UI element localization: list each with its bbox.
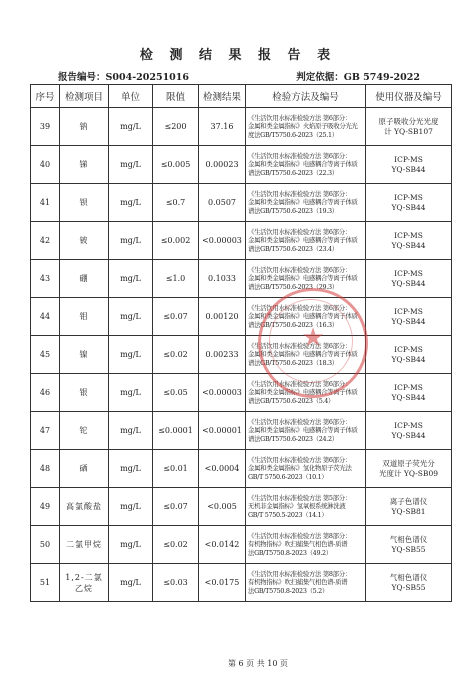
instrument-line: YQ-SB44 bbox=[391, 240, 426, 250]
method-line: 谱法GB/T5750.6-2023（29.3） bbox=[248, 282, 338, 291]
row-number-cell: 45 bbox=[31, 336, 60, 374]
row-number-cell: 50 bbox=[31, 526, 60, 564]
instrument-line: ICP-MS bbox=[394, 420, 423, 430]
instrument-cell bbox=[366, 146, 452, 184]
result-cell: 37.16 bbox=[199, 108, 246, 146]
result-cell: 0.1033 bbox=[199, 260, 246, 298]
method-cell bbox=[246, 488, 366, 526]
row-number-cell: 43 bbox=[31, 260, 60, 298]
instrument-line: YQ-SB44 bbox=[391, 392, 426, 402]
item-cell: 银 bbox=[60, 374, 109, 412]
row-number-cell: 51 bbox=[31, 564, 60, 602]
method-line: 谱法GB/T5750.6-2023（24.2） bbox=[248, 434, 338, 443]
method-cell bbox=[246, 222, 366, 260]
row-number-cell: 46 bbox=[31, 374, 60, 412]
table-row bbox=[31, 488, 452, 526]
unit-cell: mg/L bbox=[109, 260, 153, 298]
method-line: 金属和类金属指标》电感耦合等离子体质 bbox=[248, 350, 358, 359]
limit-cell: ≤0.002 bbox=[153, 222, 199, 260]
method-line: GB/T 5750.6-2023（10.1） bbox=[248, 472, 328, 481]
header-cell: 限值 bbox=[153, 85, 199, 108]
method-cell bbox=[246, 184, 366, 222]
result-cell: 0.00023 bbox=[199, 146, 246, 184]
header-cell: 使用仪器及编号 bbox=[366, 85, 452, 108]
table-row bbox=[31, 450, 452, 488]
table-row bbox=[31, 298, 452, 336]
item-cell: 钡 bbox=[60, 184, 109, 222]
instrument-line: ICP-MS bbox=[394, 230, 423, 240]
result-cell: <0.00003 bbox=[199, 374, 246, 412]
table-row bbox=[31, 564, 452, 602]
instrument-line: YQ-SB81 bbox=[391, 506, 426, 516]
method-line: 度法GB/T5750.6-2023（25.1） bbox=[248, 130, 338, 139]
instrument-cell bbox=[366, 564, 452, 602]
unit-cell: mg/L bbox=[109, 298, 153, 336]
method-cell bbox=[246, 564, 366, 602]
unit-cell: mg/L bbox=[109, 374, 153, 412]
table-row bbox=[31, 336, 452, 374]
method-line: 谱法GB/T5750.6-2023（5.4） bbox=[248, 396, 335, 405]
method-line: 《生活饮用水标准检验方法 第8部分： bbox=[248, 531, 351, 540]
method-line: 《生活饮用水标准检验方法 第6部分： bbox=[248, 227, 351, 236]
method-line: 《生活饮用水标准检验方法 第6部分： bbox=[248, 341, 351, 350]
unit-cell: mg/L bbox=[109, 108, 153, 146]
instrument-line: YQ-SB55 bbox=[391, 582, 426, 592]
item-cell: 硒 bbox=[60, 450, 109, 488]
result-cell: <0.0175 bbox=[199, 564, 246, 602]
method-cell bbox=[246, 336, 366, 374]
row-number-cell: 49 bbox=[31, 488, 60, 526]
method-line: 谱法GB/T5750.6-2023（16.3） bbox=[248, 320, 338, 329]
header-cell: 检测结果 bbox=[199, 85, 246, 108]
method-line: 《生活饮用水标准检验方法 第6部分： bbox=[248, 455, 351, 464]
method-line: GB/T 5750.5-2023（14.1） bbox=[248, 510, 328, 519]
method-cell bbox=[246, 108, 366, 146]
method-line: 《生活饮用水标准检验方法 第6部分： bbox=[248, 265, 351, 274]
unit-cell: mg/L bbox=[109, 526, 153, 564]
method-line: 金属和类金属指标》电感耦合等离子体质 bbox=[248, 160, 358, 169]
method-line: 有机物指标》吹扫捕集气相色谱-质谱 bbox=[248, 578, 348, 587]
item-cell: 硼 bbox=[60, 260, 109, 298]
instrument-line: 计 YQ-SB107 bbox=[384, 126, 433, 136]
method-line: 金属和类金属指标》电感耦合等离子体质 bbox=[248, 426, 358, 435]
method-line: 谱法GB/T5750.6-2023（19.3） bbox=[248, 206, 338, 215]
table-body bbox=[31, 108, 452, 602]
instrument-line: ICP-MS bbox=[394, 382, 423, 392]
item-cell: 铊 bbox=[60, 412, 109, 450]
unit-cell: mg/L bbox=[109, 564, 153, 602]
instrument-line: YQ-SB44 bbox=[391, 202, 426, 212]
instrument-cell bbox=[366, 184, 452, 222]
method-cell bbox=[246, 450, 366, 488]
limit-cell: ≤1.0 bbox=[153, 260, 199, 298]
instrument-cell bbox=[366, 260, 452, 298]
row-number-cell: 40 bbox=[31, 146, 60, 184]
table-row bbox=[31, 146, 452, 184]
limit-cell: ≤0.05 bbox=[153, 374, 199, 412]
method-line: 金属和类金属指标》电感耦合等离子体质 bbox=[248, 312, 358, 321]
table-row bbox=[31, 260, 452, 298]
table-row bbox=[31, 526, 452, 564]
page-number: 第 6 页 共 10 页 bbox=[228, 659, 288, 668]
method-line: 有机物指标》吹扫捕集气相色谱-质谱 bbox=[248, 540, 348, 549]
method-cell bbox=[246, 146, 366, 184]
method-line: 《生活饮用水标准检验方法 第6部分： bbox=[248, 151, 351, 160]
method-line: 金属和类金属指标》电感耦合等离子体质 bbox=[248, 274, 358, 283]
method-line: 《生活饮用水标准检验方法 第6部分： bbox=[248, 189, 351, 198]
item-cell: 高氯酸盐 bbox=[60, 488, 109, 526]
unit-cell: mg/L bbox=[109, 222, 153, 260]
page-title: 检 测 结 果 报 告 表 bbox=[139, 48, 337, 63]
table-header-row bbox=[31, 85, 452, 108]
result-cell: <0.00001 bbox=[199, 412, 246, 450]
method-line: 谱法GB/T5750.6-2023（22.3） bbox=[248, 168, 338, 177]
method-cell bbox=[246, 526, 366, 564]
instrument-cell bbox=[366, 526, 452, 564]
unit-cell: mg/L bbox=[109, 412, 153, 450]
method-cell bbox=[246, 412, 366, 450]
method-line: 法GB/T5750.8-2023（5.2） bbox=[248, 586, 329, 595]
method-line: 金属和类金属指标》电感耦合等离子体质 bbox=[248, 236, 358, 245]
item-cell: 铍 bbox=[60, 222, 109, 260]
result-cell: 0.0507 bbox=[199, 184, 246, 222]
limit-cell: ≤0.7 bbox=[153, 184, 199, 222]
method-cell bbox=[246, 374, 366, 412]
instrument-cell bbox=[366, 412, 452, 450]
row-number-cell: 47 bbox=[31, 412, 60, 450]
header-cell: 单位 bbox=[109, 85, 153, 108]
unit-cell: mg/L bbox=[109, 184, 153, 222]
instrument-line: 离子色谱仪 bbox=[389, 496, 428, 506]
instrument-cell bbox=[366, 336, 452, 374]
instrument-line: ICP-MS bbox=[394, 344, 423, 354]
instrument-cell bbox=[366, 450, 452, 488]
method-line: 金属和类金属指标》电感耦合等离子体质 bbox=[248, 388, 358, 397]
instrument-cell bbox=[366, 488, 452, 526]
limit-cell: ≤0.07 bbox=[153, 298, 199, 336]
limit-cell: ≤0.01 bbox=[153, 450, 199, 488]
method-line: 法GB/T5750.8-2023（49.2） bbox=[248, 548, 332, 557]
row-number-cell: 42 bbox=[31, 222, 60, 260]
instrument-line: 原子吸收分光光度 bbox=[378, 116, 439, 126]
result-cell: <0.0004 bbox=[199, 450, 246, 488]
item-cell: 锑 bbox=[60, 146, 109, 184]
method-line: 金属和类金属指标》火焰原子吸收分光光 bbox=[248, 122, 358, 131]
instrument-line: YQ-SB44 bbox=[391, 354, 426, 364]
method-cell bbox=[246, 260, 366, 298]
limit-cell: ≤0.07 bbox=[153, 488, 199, 526]
instrument-line: ICP-MS bbox=[394, 306, 423, 316]
instrument-line: 气相色谱仪 bbox=[389, 572, 428, 582]
stamp-star-icon: ★ bbox=[301, 323, 325, 353]
instrument-cell bbox=[366, 108, 452, 146]
unit-cell: mg/L bbox=[109, 336, 153, 374]
header-cell: 序号 bbox=[31, 85, 60, 108]
instrument-line: 双道原子荧光分 bbox=[382, 458, 435, 468]
result-cell: 0.00120 bbox=[199, 298, 246, 336]
instrument-line: ICP-MS bbox=[394, 192, 423, 202]
instrument-line: YQ-SB55 bbox=[391, 544, 426, 554]
judgment-basis: 判定依据：GB 5749-2022 bbox=[296, 72, 420, 83]
method-line: 金属和类金属指标》电感耦合等离子体质 bbox=[248, 198, 358, 207]
instrument-line: 光度计 YQ-SB09 bbox=[379, 468, 438, 478]
item-cell: 钠 bbox=[60, 108, 109, 146]
instrument-cell bbox=[366, 222, 452, 260]
method-line: 谱法GB/T5750.6-2023（18.3） bbox=[248, 358, 338, 367]
result-cell: <0.0142 bbox=[199, 526, 246, 564]
item-cell: 钼 bbox=[60, 298, 109, 336]
method-line: 无机非金属指标》氢氧根系统淋洗液 bbox=[248, 502, 346, 511]
row-number-cell: 44 bbox=[31, 298, 60, 336]
item-cell: 1,2-二氯乙烷 bbox=[60, 564, 109, 602]
item-cell: 镍 bbox=[60, 336, 109, 374]
header-cell: 检测项目 bbox=[60, 85, 109, 108]
limit-cell: ≤0.02 bbox=[153, 336, 199, 374]
result-cell: 0.00233 bbox=[199, 336, 246, 374]
instrument-line: YQ-SB44 bbox=[391, 430, 426, 440]
instrument-line: YQ-SB44 bbox=[391, 164, 426, 174]
row-number-cell: 48 bbox=[31, 450, 60, 488]
limit-cell: ≤0.03 bbox=[153, 564, 199, 602]
result-cell: <0.005 bbox=[199, 488, 246, 526]
instrument-cell bbox=[366, 374, 452, 412]
limit-cell: ≤200 bbox=[153, 108, 199, 146]
table-row bbox=[31, 108, 452, 146]
method-line: 《生活饮用水标准检验方法 第5部分： bbox=[248, 493, 351, 502]
table-row bbox=[31, 412, 452, 450]
unit-cell: mg/L bbox=[109, 488, 153, 526]
unit-cell: mg/L bbox=[109, 450, 153, 488]
method-line: 《生活饮用水标准检验方法 第8部分： bbox=[248, 569, 351, 578]
row-number-cell: 41 bbox=[31, 184, 60, 222]
header-cell: 检验方法及编号 bbox=[246, 85, 366, 108]
report-number: 报告编号：S004-20251016 bbox=[58, 72, 190, 83]
instrument-line: 气相色谱仪 bbox=[389, 534, 428, 544]
method-line: 金属和类金属指标》氢化物原子荧光法 bbox=[248, 464, 352, 473]
method-line: 《生活饮用水标准检验方法 第6部分： bbox=[248, 113, 351, 122]
table-row bbox=[31, 222, 452, 260]
instrument-line: YQ-SB44 bbox=[391, 278, 426, 288]
row-number-cell: 39 bbox=[31, 108, 60, 146]
method-line: 《生活饮用水标准检验方法 第6部分： bbox=[248, 417, 351, 426]
method-line: 谱法GB/T5750.6-2023（23.4） bbox=[248, 244, 338, 253]
table-row bbox=[31, 374, 452, 412]
method-line: 《生活饮用水标准检验方法 第6部分： bbox=[248, 379, 351, 388]
instrument-line: YQ-SB44 bbox=[391, 316, 426, 326]
method-cell bbox=[246, 298, 366, 336]
item-cell: 二氯甲烷 bbox=[60, 526, 109, 564]
instrument-line: ICP-MS bbox=[394, 268, 423, 278]
instrument-cell bbox=[366, 298, 452, 336]
results-table bbox=[30, 84, 452, 602]
table-row bbox=[31, 184, 452, 222]
limit-cell: ≤0.0001 bbox=[153, 412, 199, 450]
limit-cell: ≤0.02 bbox=[153, 526, 199, 564]
instrument-line: ICP-MS bbox=[394, 154, 423, 164]
method-line: 《生活饮用水标准检验方法 第6部分： bbox=[248, 303, 351, 312]
result-cell: <0.00003 bbox=[199, 222, 246, 260]
unit-cell: mg/L bbox=[109, 146, 153, 184]
limit-cell: ≤0.005 bbox=[153, 146, 199, 184]
